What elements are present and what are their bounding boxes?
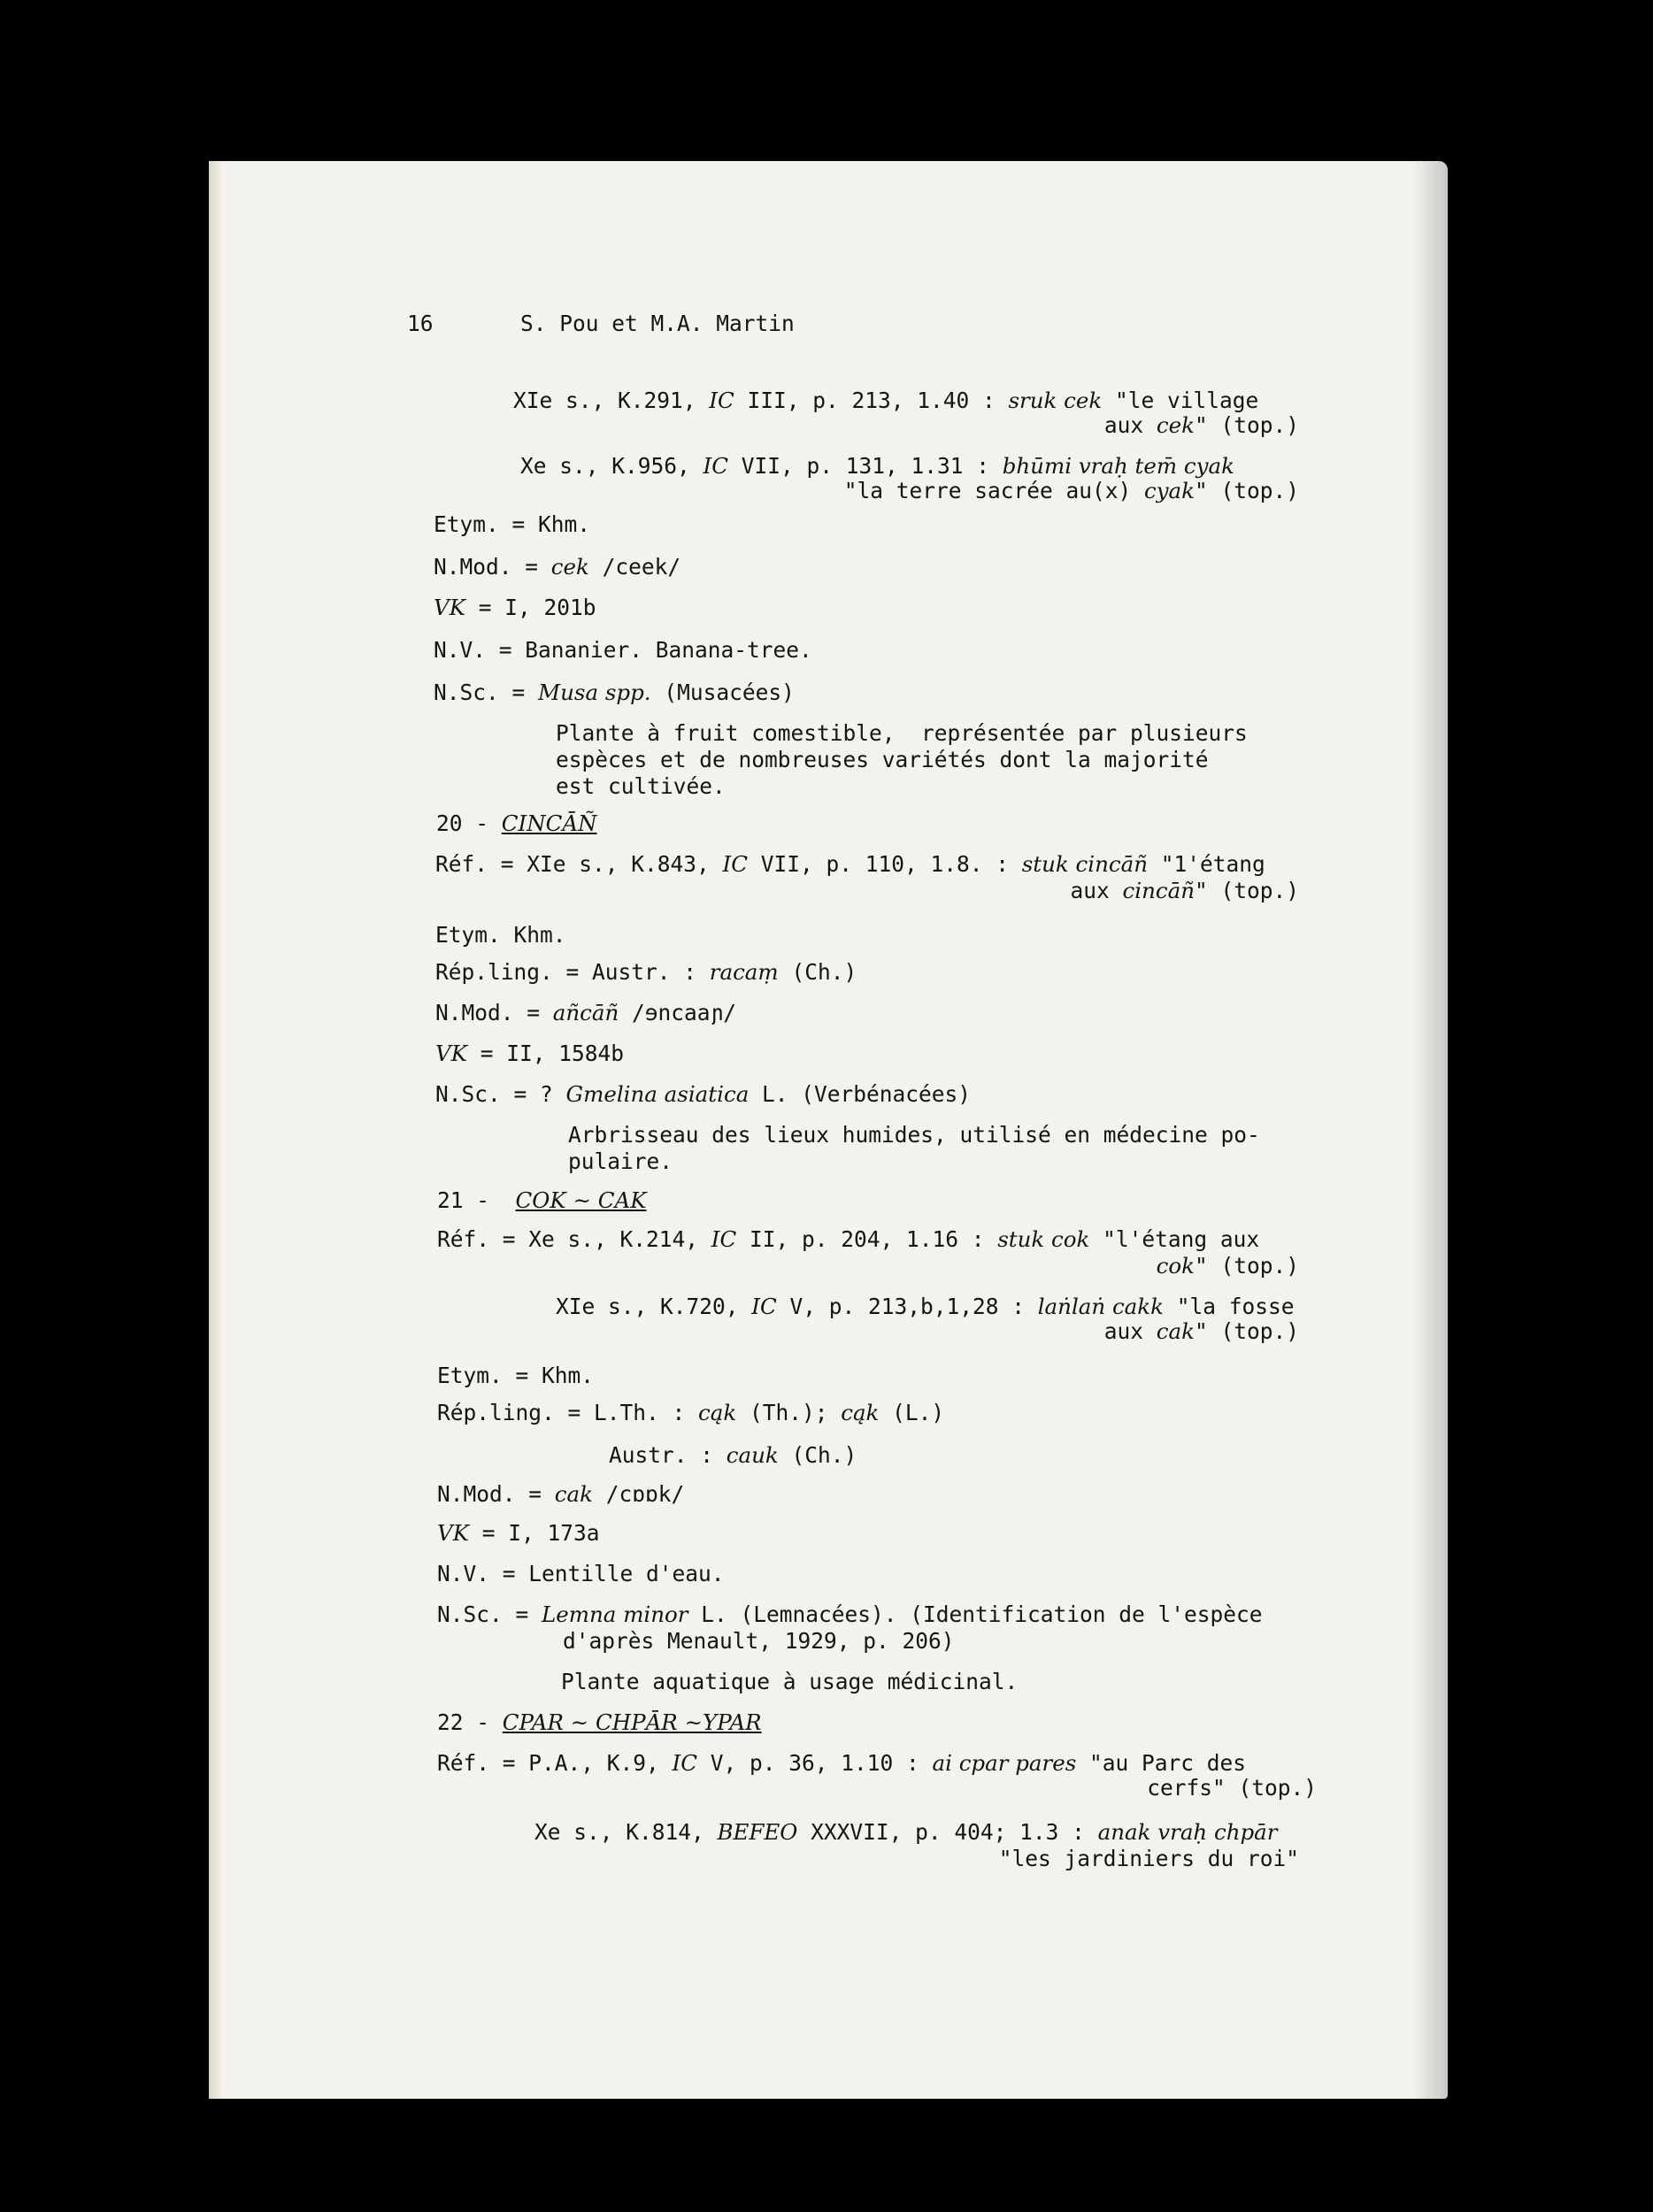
page-gutter-shadow — [1412, 161, 1448, 2099]
etym-line: Etym. Khm. — [435, 922, 566, 948]
nsc-line: N.Sc. = ? Gmelina asiatica L. (Verbénacées) — [435, 1081, 972, 1107]
vk-line: VK = I, 173a — [437, 1520, 600, 1546]
entry-heading: 22 - CPAR ~ CHPĀR ~YPAR — [437, 1709, 762, 1735]
running-title: S. Pou et M.A. Martin — [520, 311, 795, 336]
nv-line: N.V. = Lentille d'eau. — [437, 1561, 725, 1586]
description-line: espèces et de nombreuses variétés dont la majorité — [556, 747, 1209, 772]
ref-line-continued: "la terre sacrée au(x) cyak" (top.) — [843, 478, 1299, 503]
nmod-line: N.Mod. = añcāñ /ɘncaaɲ/ — [435, 1000, 737, 1025]
ref-line-continued: cok" (top.) — [1156, 1253, 1299, 1279]
description-line: Plante aquatique à usage médicinal. — [561, 1669, 1019, 1694]
ref-line-continued: aux cincāñ" (top.) — [1070, 878, 1299, 903]
ref-line: Réf. = Xe s., K.214, IC II, p. 204, 1.16 : stuk cok "l'étang aux — [437, 1226, 1260, 1252]
etym-line: Etym. = Khm. — [437, 1363, 595, 1388]
ref-line: Réf. = XIe s., K.843, IC VII, p. 110, 1.8. : stuk cincāñ "1'étang — [435, 851, 1265, 877]
nsc-line: N.Sc. = Lemna minor L. (Lemnacées). (Identification de l'espèce — [437, 1601, 1263, 1627]
vk-line: VK = I, 201b — [434, 595, 596, 620]
description-line: Arbrisseau des lieux humides, utilisé en médecine po- — [568, 1122, 1260, 1148]
repling-line: Rép.ling. = L.Th. : cąk (Th.); cąk (L.) — [437, 1400, 945, 1425]
ref-line-continued: aux cek" (top.) — [1103, 412, 1299, 438]
ref-line: XIe s., K.720, IC V, p. 213,b,1,28 : laṅlaṅ cakk "la fosse — [556, 1294, 1295, 1319]
entry-heading: 20 - CINCĀÑ — [436, 810, 597, 836]
vk-line: VK = II, 1584b — [435, 1041, 625, 1066]
repling-line: Rép.ling. = Austr. : racaṃ (Ch.) — [435, 959, 857, 985]
description-line: est cultivée. — [556, 773, 726, 799]
nsc-line: N.Sc. = Musa spp. (Musacées) — [434, 680, 795, 705]
nmod-line: N.Mod. = cek /ceek/ — [434, 554, 681, 580]
nmod-line: N.Mod. = cak /cɒɒk/ — [437, 1481, 685, 1507]
entry-heading: 21 - COK ~ CAK — [437, 1187, 647, 1213]
ref-line: Xe s., K.956, IC VII, p. 131, 1.31 : bhūmi vraḥ tem̄ cyak — [520, 453, 1234, 479]
ref-line: Xe s., K.814, BEFEO XXXVII, p. 404; 1.3 : anak vraḥ chpār — [534, 1819, 1278, 1845]
nsc-line-continued: d'après Menault, 1929, p. 206) — [563, 1628, 955, 1654]
description-line: pulaire. — [568, 1148, 673, 1174]
nv-line: N.V. = Bananier. Banana-tree. — [434, 637, 812, 663]
ref-line: Réf. = P.A., K.9, IC V, p. 36, 1.10 : ai cpar pares "au Parc des — [437, 1750, 1247, 1776]
description-line: Plante à fruit comestible, représentée par plusieurs — [556, 720, 1248, 746]
ref-line-continued: "les jardiniers du roi" — [998, 1846, 1299, 1871]
ref-line: XIe s., K.291, IC III, p. 213, 1.40 : sruk cek "le village — [513, 388, 1259, 413]
ref-line-continued: cerfs" (top.) — [1147, 1775, 1317, 1801]
etym-line: Etym. = Khm. — [434, 511, 591, 537]
repling-line-austr: Austr. : cauk (Ch.) — [609, 1442, 857, 1468]
page-number: 16 — [407, 311, 434, 336]
ref-line-continued: aux cak" (top.) — [1103, 1318, 1299, 1344]
page-edge — [209, 161, 221, 2099]
